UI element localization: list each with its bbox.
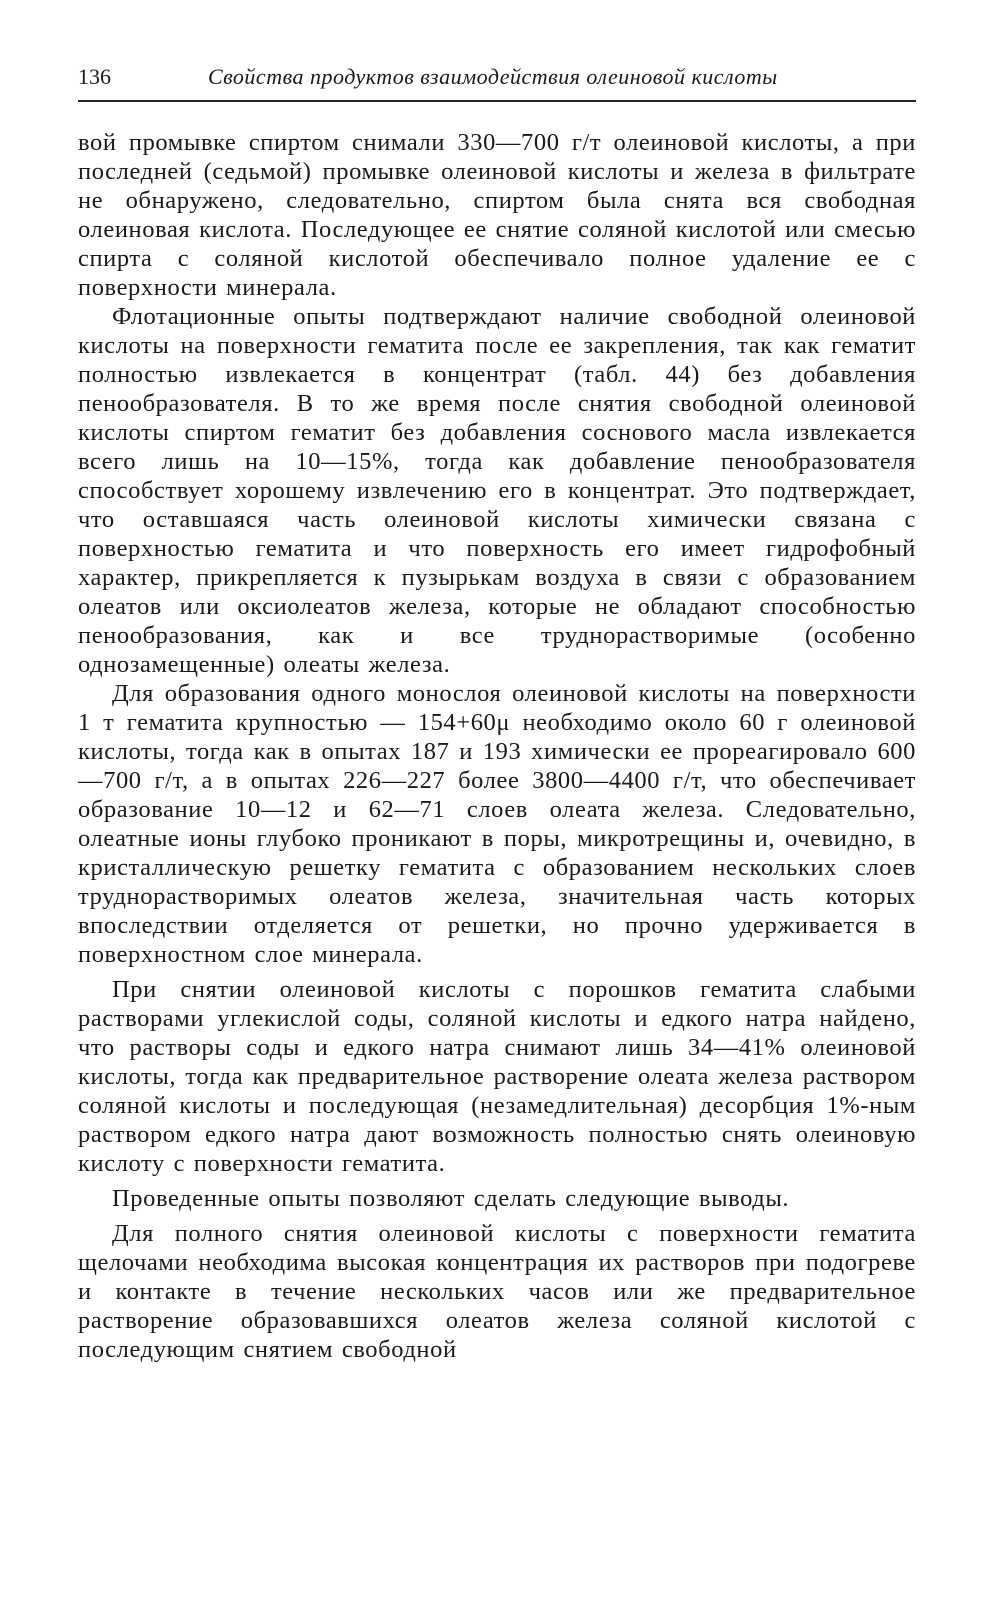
running-header <box>78 62 916 102</box>
paragraph-acid-removal: При снятии олеиновой кислоты с порошков гематита слабыми растворами углекислой соды, соляной кислоты и едкого натра найдено, что растворы соды и едкого натра снимают лишь 34—41% олеиновой кислоты, тогда как предварительное растворение олеата железа раствором соляной кислоты и последующая (незамедлительная) десорбция 1%-ным раствором едкого натра дают возможность полностью снять олеиновую кислоту с поверхности гематита. <box>78 976 916 1177</box>
paragraph-conclusion-alkali: Для полного снятия олеиновой кислоты с поверхности гематита щелочами необходима высокая концентрация их растворов при подогреве и контакте в течение нескольких часов или же предварительное растворение образовавшихся олеатов железа соляной кислотой с последующим снятием свободной <box>78 1220 916 1363</box>
paragraph-flotation-experiments: Флотационные опыты подтверждают наличие свободной олеиновой кислоты на поверхности гематита после ее закрепления, так как гематит полностью извлекается в концентрат (табл. 44) без добавления пенообразователя. В то же время после снятия свободной олеиновой кислоты спиртом гематит без добавления соснового масла извлекается всего лишь на 10—15%, тогда как добавление пенообразователя способствует хорошему извлечению его в концентрат. Это подтверждает, что оставшаяся часть олеиновой кислоты химически связана с поверхностью гематита и что поверхность его имеет гидрофобный характер, прикрепляется к пузырькам воздуха в связи с образованием олеатов или оксиолеатов железа, которые не обладают способностью пенообразования, как и все труднорастворимые (особенно однозамещенные) олеаты железа. <box>78 303 916 678</box>
running-title: Свойства продуктов взаимодействия олеиновой кислоты <box>208 64 778 89</box>
paragraph-conclusions-intro: Проведенные опыты позволяют сделать следующие выводы. <box>112 1185 790 1212</box>
paragraph-continued: вой промывке спиртом снимали 330—700 г/т олеиновой кислоты, а при последней (седьмой) промывке олеиновой кислоты и железа в фильтрате не обнаружено, следовательно, спиртом была снята вся свободная олеиновая кислота. Последующее ее снятие соляной кислотой или смесью спирта с соляной кислотой обеспечивало полное удаление ее с поверхности минерала. <box>78 129 916 301</box>
page-number: 136 <box>78 64 111 89</box>
body-text <box>78 128 916 1364</box>
paragraph-monolayer-formation: Для образования одного монослоя олеиновой кислоты на поверхности 1 т гематита крупностью — 154+60μ необходимо около 60 г олеиновой кислоты, тогда как в опытах 187 и 193 химически ее прореагировало 600—700 г/т, а в опытах 226—227 более 3800—4400 г/т, что обеспечивает образование 10—12 и 62—71 слоев олеата железа. Следовательно, олеатные ионы глубоко проникают в поры, микротрещины и, очевидно, в кристаллическую решетку гематита с образованием нескольких слоев труднорастворимых олеатов железа, значительная часть которых впоследствии отделяется от решетки, но прочно удерживается в поверхностном слое минерала. <box>78 680 916 968</box>
